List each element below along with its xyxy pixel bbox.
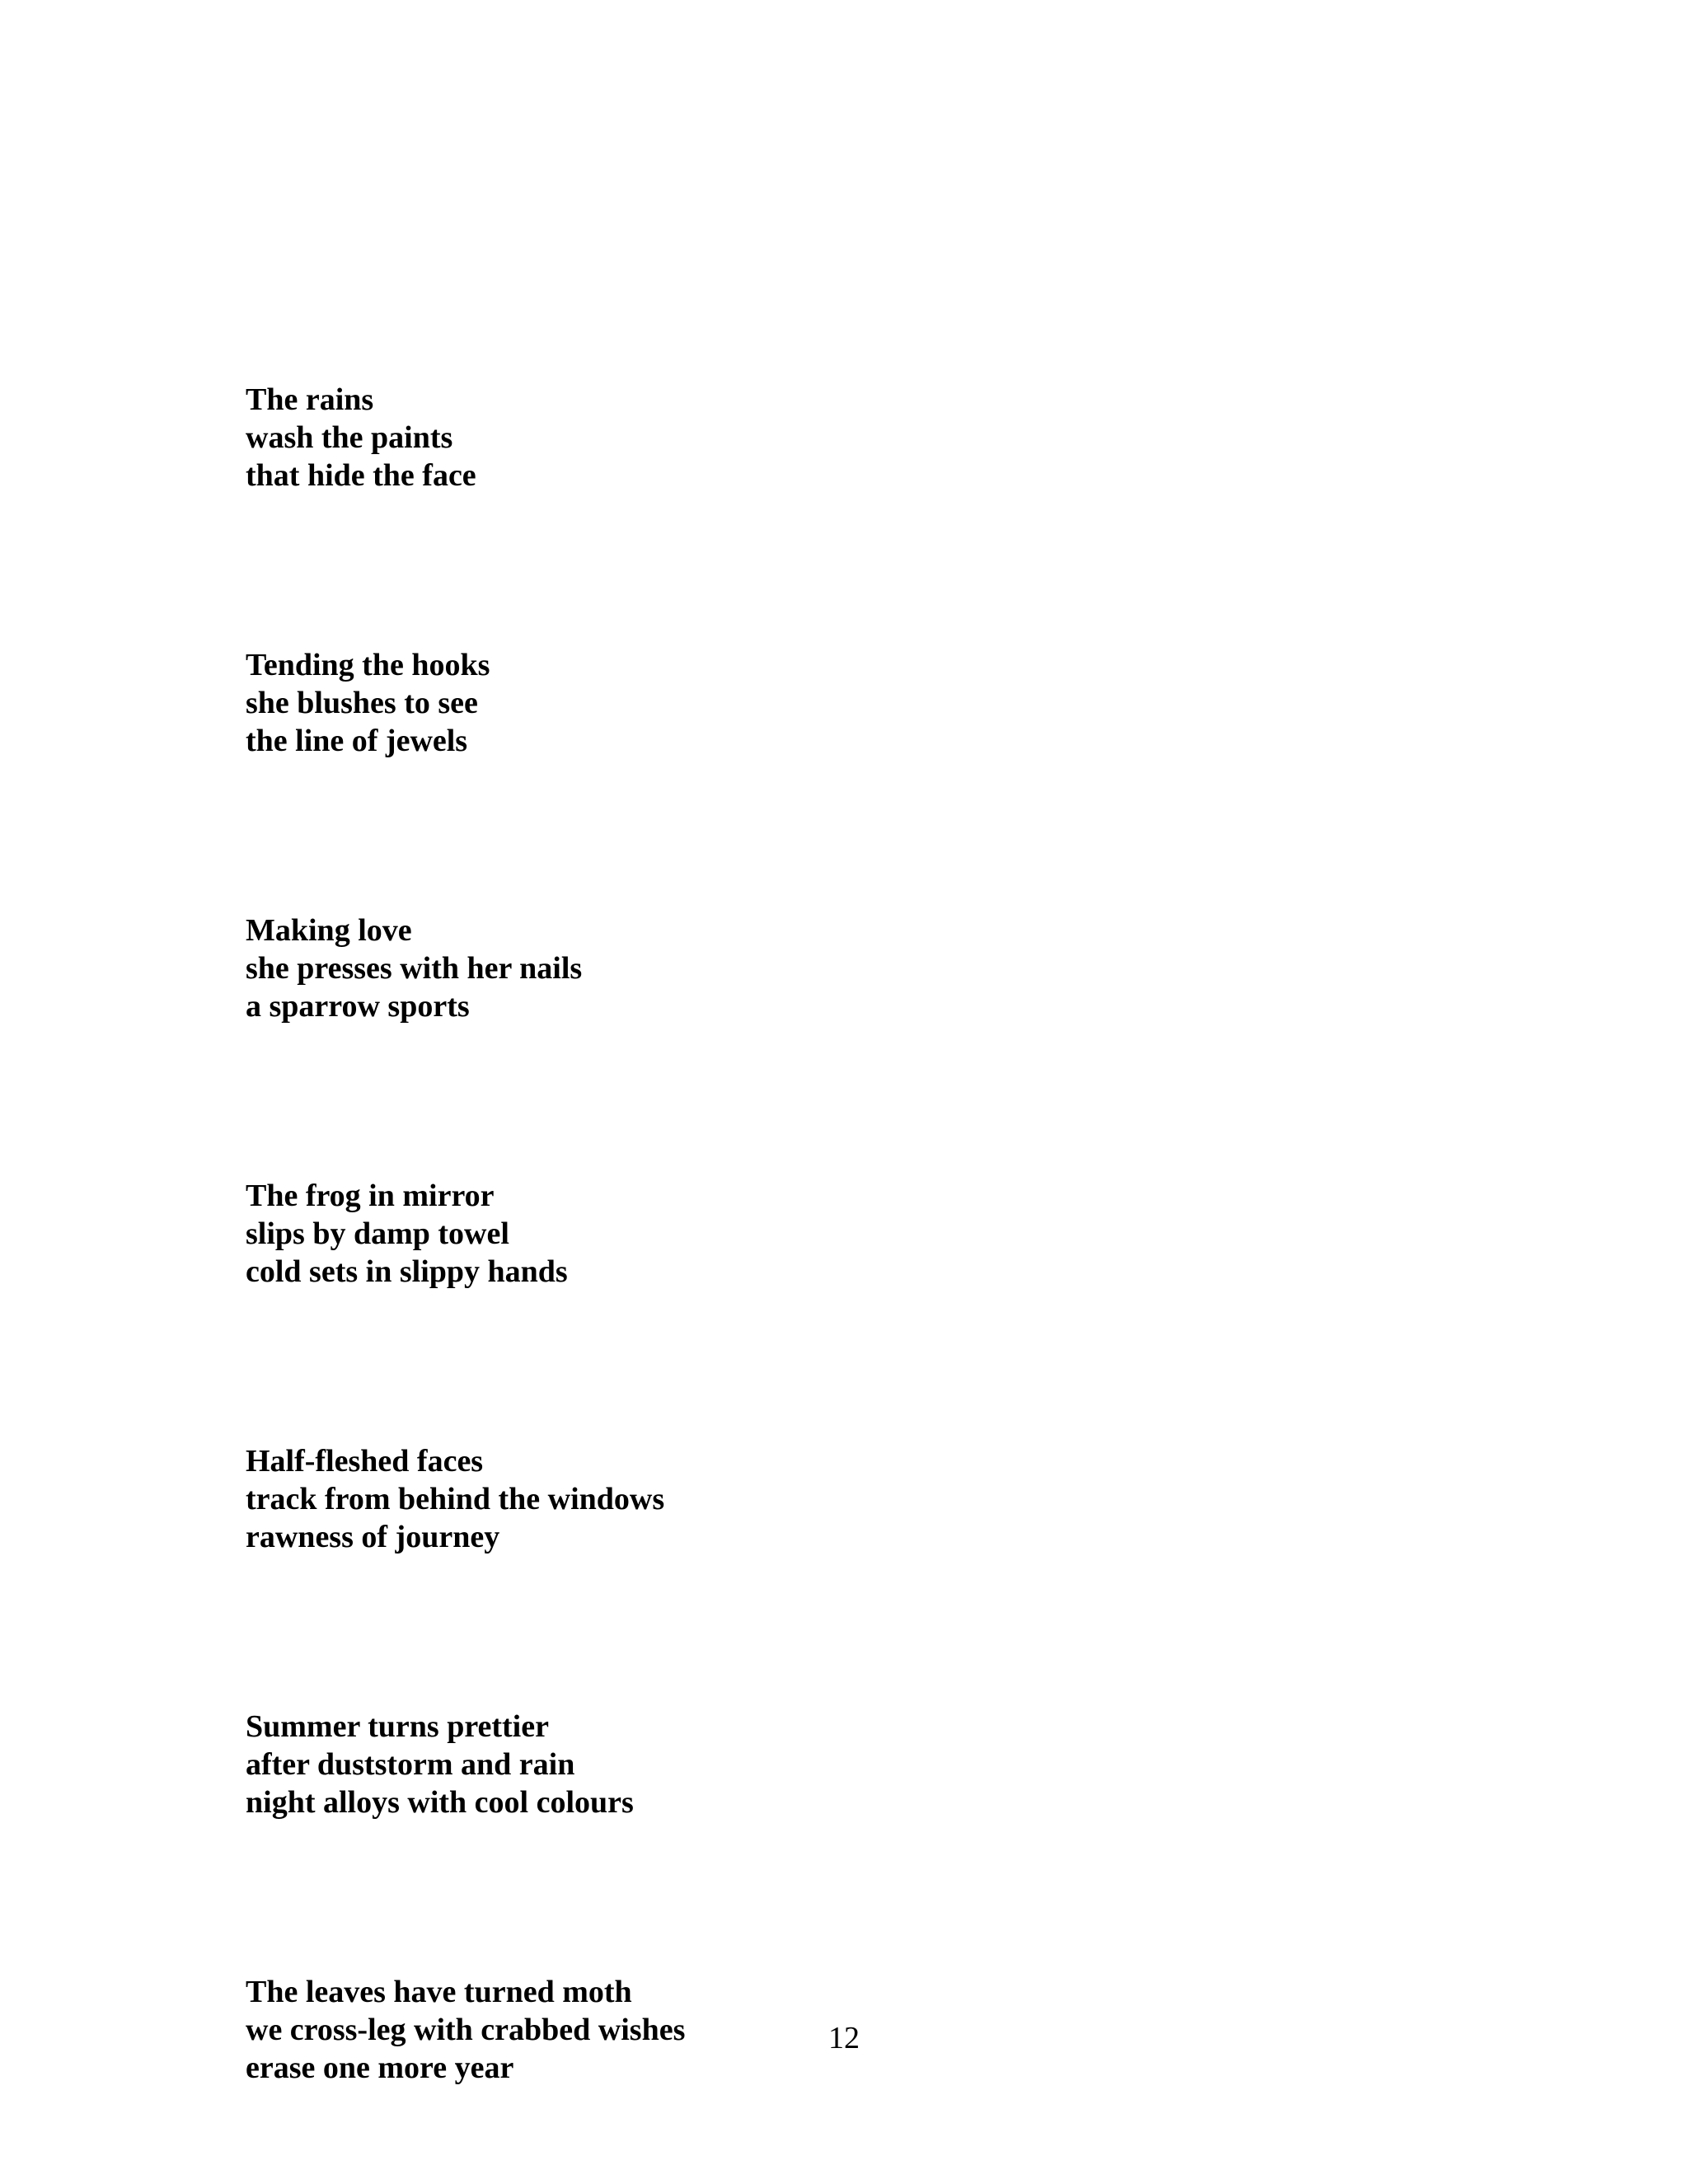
stanza-line: Making love (246, 913, 412, 948)
stanza-line: she blushes to see (246, 686, 478, 720)
stanza (246, 381, 1400, 494)
stanza (246, 912, 1400, 1025)
stanza-line: The leaves have turned moth (246, 1975, 632, 2009)
stanza-line: slips by damp towel (246, 1216, 509, 1251)
stanza-line: erase one more year (246, 2050, 514, 2085)
stanza (246, 1708, 1400, 1821)
page-number: 12 (828, 2021, 860, 2055)
stanza-line: cold sets in slippy hands (246, 1254, 568, 1289)
stanza-line: she presses with her nails (246, 951, 583, 986)
stanza-line: rawness of journey (246, 1520, 500, 1554)
stanza-line: we cross-leg with crabbed wishes (246, 2013, 686, 2047)
stanza-line: track from behind the windows (246, 1482, 665, 1516)
stanza-line: wash the paints (246, 420, 453, 455)
stanza-line: the line of jewels (246, 724, 468, 758)
stanza-line: that hide the face (246, 458, 476, 493)
stanza-line: The frog in mirror (246, 1179, 495, 1213)
stanza-line: a sparrow sports (246, 989, 470, 1024)
stanza-line: Tending the hooks (246, 648, 490, 682)
stanza-line: Half-fleshed faces (246, 1444, 484, 1479)
stanza (246, 646, 1400, 760)
stanza (246, 1177, 1400, 1291)
haiku-list (246, 381, 1400, 2087)
stanza-line: night alloys with cool colours (246, 1785, 634, 1820)
stanza (246, 1442, 1400, 1556)
stanza-line: The rains (246, 382, 374, 417)
stanza-line: after duststorm and rain (246, 1747, 575, 1782)
stanza-line: Summer turns prettier (246, 1709, 549, 1744)
